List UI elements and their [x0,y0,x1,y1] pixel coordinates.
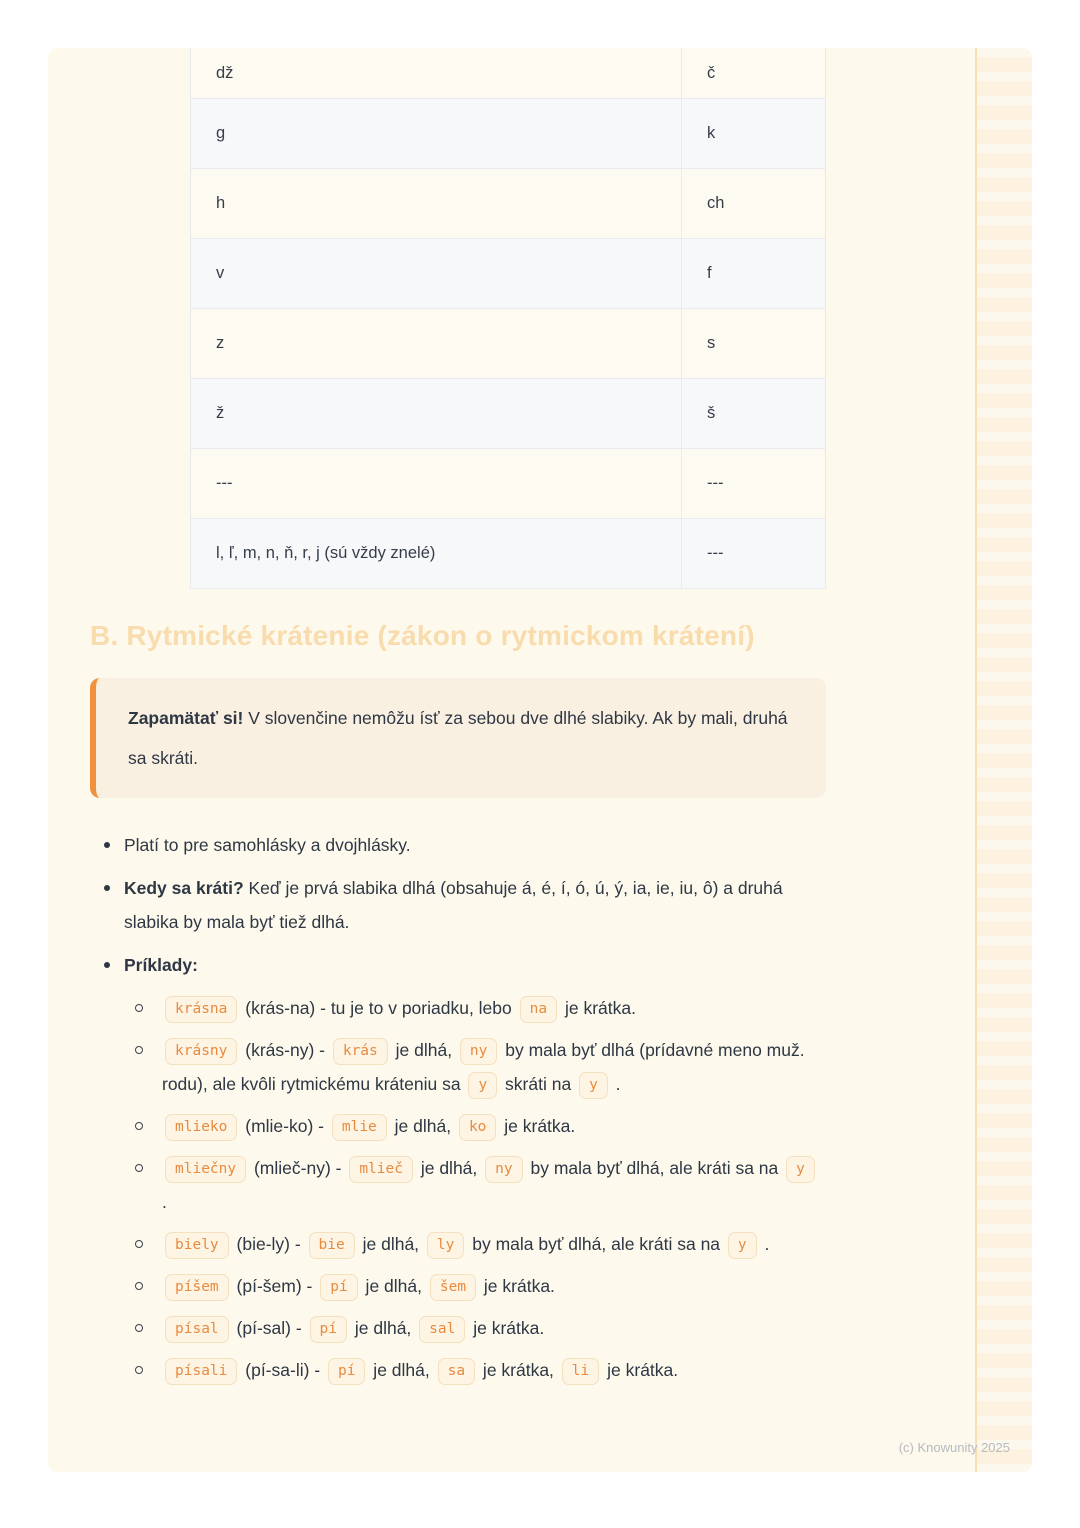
syllable-token: ly [427,1232,464,1259]
example-item: písal (pí-sal) - pí je dlhá, sal je krátka. [134,1311,826,1345]
syllable-token: písali [165,1358,237,1385]
section-heading: B. Rytmické krátenie (zákon o rytmickom krátení) [90,620,755,651]
syllable-token: krás [333,1038,388,1065]
bullet-item [90,948,826,982]
table-cell: ž [191,379,682,449]
syllable-token: ko [459,1114,496,1141]
copyright-footer: (c) Knowunity 2025 [898,1440,1010,1455]
syllable-token: mlieko [165,1114,237,1141]
bullet-item: Platí to pre samohlásky a dvojhlásky. [90,828,826,862]
bullet-item: Kedy sa kráti? Keď je prvá slabika dlhá (obsahuje á, é, í, ó, ú, ý, ia, ie, iu, ô) a druhá slabika by mala byť tiež dlhá. [90,871,826,939]
example-item: krásna (krás-na) - tu je to v poriadku, lebo na je krátka. [134,991,826,1025]
table-row [191,99,826,169]
syllable-token: mlie [332,1114,387,1141]
table-cell: f [682,239,826,309]
syllable-token: y [579,1072,608,1099]
table-cell: l, ľ, m, n, ň, r, j (sú vždy znelé) [191,519,682,589]
table-row [191,48,826,99]
syllable-token: pí [328,1358,365,1385]
bullet-list [90,828,826,982]
syllable-token: biely [165,1232,229,1259]
table-cell: --- [191,449,682,519]
notes-sheet [48,48,1032,1472]
syllable-token: ny [485,1156,522,1183]
syllable-token: sa [438,1358,475,1385]
syllable-token: šem [430,1274,476,1301]
callout-text [128,698,796,778]
example-item: písali (pí-sa-li) - pí je dlhá, sa je krátka, li je krátka. [134,1353,826,1387]
syllable-token: y [468,1072,497,1099]
consonant-table-body [191,48,826,589]
table-cell: ch [682,169,826,239]
syllable-token: krásny [165,1038,237,1065]
syllable-token: pí [310,1316,347,1343]
callout-box [90,678,826,798]
table-cell: č [682,48,826,99]
example-item: mlieko (mlie-ko) - mlie je dlhá, ko je krátka. [134,1109,826,1143]
example-item: krásny (krás-ny) - krás je dlhá, ny by mala byť dlhá (prídavné meno muž. rodu), ale kvôli rytmickému kráteniu sa y skráti na y . [134,1033,826,1101]
table-row [191,519,826,589]
syllable-token: na [520,996,557,1023]
callout-lead: Zapamätať si! [128,708,244,728]
table-cell: dž [191,48,682,99]
syllable-token: pí [320,1274,357,1301]
syllable-token: mliečny [165,1156,246,1183]
table-cell: š [682,379,826,449]
syllable-token: písal [165,1316,229,1343]
table-cell: --- [682,449,826,519]
syllable-token: li [562,1358,599,1385]
table-row [191,169,826,239]
bullet-lead: Príklady: [124,955,198,975]
syllable-token: krásna [165,996,237,1023]
syllable-token: y [728,1232,757,1259]
consonant-table [190,48,826,589]
table-cell: v [191,239,682,309]
syllable-token: píšem [165,1274,229,1301]
syllable-token: sal [419,1316,465,1343]
syllable-token: bie [309,1232,355,1259]
syllable-token: mlieč [349,1156,413,1183]
table-row [191,449,826,519]
table-row [191,239,826,309]
examples-list [90,991,826,1387]
table-cell: k [682,99,826,169]
example-item: píšem (pí-šem) - pí je dlhá, šem je krátka. [134,1269,826,1303]
table-row [191,309,826,379]
table-cell: --- [682,519,826,589]
page-edge-stripe [975,48,1032,1472]
section-content [90,620,826,1395]
syllable-token: ny [460,1038,497,1065]
callout-body: V slovenčine nemôžu ísť za sebou dve dlhé slabiky. Ak by mali, druhá sa skráti. [128,708,788,768]
table-cell: z [191,309,682,379]
example-item: biely (bie-ly) - bie je dlhá, ly by mala byť dlhá, ale kráti sa na y . [134,1227,826,1261]
example-item: mliečny (mlieč-ny) - mlieč je dlhá, ny by mala byť dlhá, ale kráti sa na y . [134,1151,826,1219]
table-cell: s [682,309,826,379]
table-cell: g [191,99,682,169]
table-cell: h [191,169,682,239]
syllable-token: y [786,1156,815,1183]
table-row [191,379,826,449]
bullet-lead: Kedy sa kráti? [124,878,244,898]
